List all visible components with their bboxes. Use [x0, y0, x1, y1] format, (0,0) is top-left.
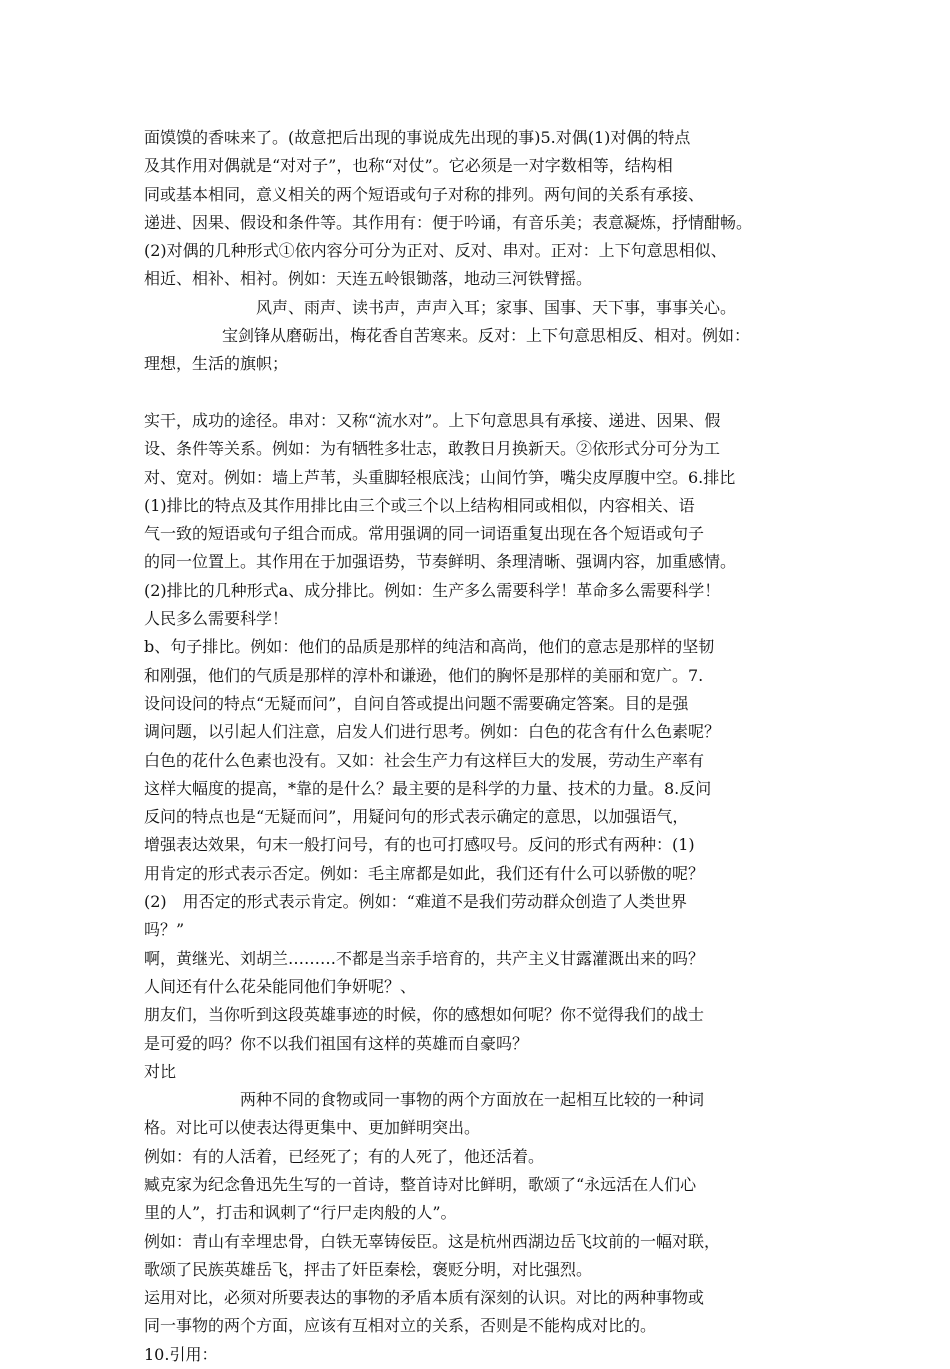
- text-line: 例如：青山有幸埋忠骨，白铁无辜铸佞臣。这是杭州西湖边岳飞坟前的一幅对联，: [144, 1231, 721, 1251]
- text-line: (2)排比的几种形式a、成分排比。例如：生产多么需要科学！革命多么需要科学！: [144, 580, 721, 600]
- document-page: [144, 124, 824, 1369]
- text-line: 宝剑锋从磨砺出，梅花香自苦寒来。反对：上下句意思相反、相对。例如：: [222, 326, 751, 346]
- text-line: 吗？”: [144, 920, 185, 940]
- text-line: 歌颂了民族英雄岳飞，抨击了奸臣秦桧，褒贬分明，对比强烈。: [144, 1259, 593, 1279]
- text-line: 对、宽对。例如：墙上芦苇，头重脚轻根底浅；山间竹笋，嘴尖皮厚腹中空。6.排比: [144, 467, 736, 487]
- text-line: 白色的花什么色素也没有。又如：社会生产力有这样巨大的发展，劳动生产率有: [144, 750, 705, 770]
- text-line: 增强表达效果，句末一般打问号，有的也可打感叹号。反问的形式有两种：(1): [144, 835, 695, 855]
- text-line: 格。对比可以使表达得更集中、更加鲜明突出。: [144, 1118, 481, 1138]
- text-line: 设、条件等关系。例如：为有牺牲多壮志，敢教日月换新天。②依形式分可分为工: [144, 439, 721, 459]
- text-line: 啊，黄继光、刘胡兰………不都是当亲手培育的，共产主义甘露灌溉出来的吗？: [144, 948, 705, 968]
- section-heading: 对比: [144, 1061, 177, 1081]
- text-line: 递进、因果、假设和条件等。其作用有：便于吟诵，有音乐美；表意凝炼，抒情酣畅。: [144, 212, 753, 232]
- section-heading: 10.引用：: [144, 1344, 218, 1364]
- text-line: 面馍馍的香味来了。(故意把后出现的事说成先出现的事)5.对偶(1)对偶的特点: [144, 128, 691, 147]
- text-line: b、句子排比。例如：他们的品质是那样的纯洁和高尚，他们的意志是那样的坚韧: [144, 637, 715, 657]
- text-line: 实干，成功的途径。串对：又称“流水对”。上下句意思具有承接、递进、因果、假: [144, 410, 721, 430]
- text-line: 气一致的短语或句子组合而成。常用强调的同一词语重复出现在各个短语或句子: [144, 524, 705, 544]
- text-line: 及其作用对偶就是“对对子”，也称“对仗”。它必须是一对字数相等，结构相: [144, 156, 673, 176]
- text-line: 运用对比，必须对所要表达的事物的矛盾本质有深刻的认识。对比的两种事物或: [144, 1288, 705, 1308]
- text-line: 是可爱的吗？你不以我们祖国有这样的英雄而自豪吗？: [144, 1033, 529, 1053]
- text-line: 人间还有什么花朵能同他们争妍呢？、: [144, 976, 417, 996]
- text-line: 调问题，以引起人们注意，启发人们进行思考。例如：白色的花含有什么色素呢？: [144, 722, 721, 742]
- text-line: (2) 用否定的形式表示肯定。例如：“难道不是我们劳动群众创造了人类世界: [144, 892, 687, 912]
- blank-line: [144, 379, 824, 407]
- text-line: 同一事物的两个方面，应该有互相对立的关系，否则是不能构成对比的。: [144, 1316, 657, 1336]
- text-line: 设问设问的特点“无疑而问”，自问自答或提出问题不需要确定答案。目的是强: [144, 693, 689, 713]
- text-line: 理想，生活的旗帜；: [144, 354, 289, 374]
- text-line: 人民多么需要科学！: [144, 609, 289, 629]
- text-line: 两种不同的食物或同一事物的两个方面放在一起相互比较的一种词: [240, 1090, 705, 1110]
- text-line: 的同一位置上。其作用在于加强语势，节奏鲜明、条理清晰、强调内容，加重感情。: [144, 552, 737, 572]
- text-line: 相近、相补、相衬。例如：天连五岭银锄落，地动三河铁臂摇。: [144, 269, 593, 289]
- text-line: 朋友们，当你听到这段英雄事迹的时候，你的感想如何呢？你不觉得我们的战士: [144, 1005, 705, 1025]
- text-line: 臧克家为纪念鲁迅先生写的一首诗，整首诗对比鲜明，歌颂了“永远活在人们心: [144, 1174, 697, 1194]
- text-line: 反问的特点也是“无疑而问”，用疑问句的形式表示确定的意思，以加强语气，: [144, 807, 689, 827]
- text-line: 用肯定的形式表示否定。例如：毛主席都是如此，我们还有什么可以骄傲的呢？: [144, 863, 705, 883]
- text-line: (2)对偶的几种形式①依内容分可分为正对、反对、串对。正对：上下句意思相似、: [144, 241, 727, 261]
- text-line: 和刚强，他们的气质是那样的淳朴和谦逊，他们的胸怀是那样的美丽和宽广。7.: [144, 665, 704, 685]
- text-line: 同或基本相同，意义相关的两个短语或句子对称的排列。两句间的关系有承接、: [144, 184, 705, 204]
- text-line: 这样大幅度的提高，*靠的是什么？最主要的是科学的力量、技术的力量。8.反问: [144, 778, 712, 798]
- text-line: (1)排比的特点及其作用排比由三个或三个以上结构相同或相似，内容相关、语: [144, 495, 695, 515]
- text-line: 里的人”，打击和讽刺了“行尸走肉般的人”。: [144, 1203, 457, 1223]
- text-line: 例如：有的人活着，已经死了；有的人死了，他还活着。: [144, 1146, 545, 1166]
- text-line: 风声、雨声、读书声，声声入耳；家事、国事、天下事，事事关心。: [256, 297, 737, 317]
